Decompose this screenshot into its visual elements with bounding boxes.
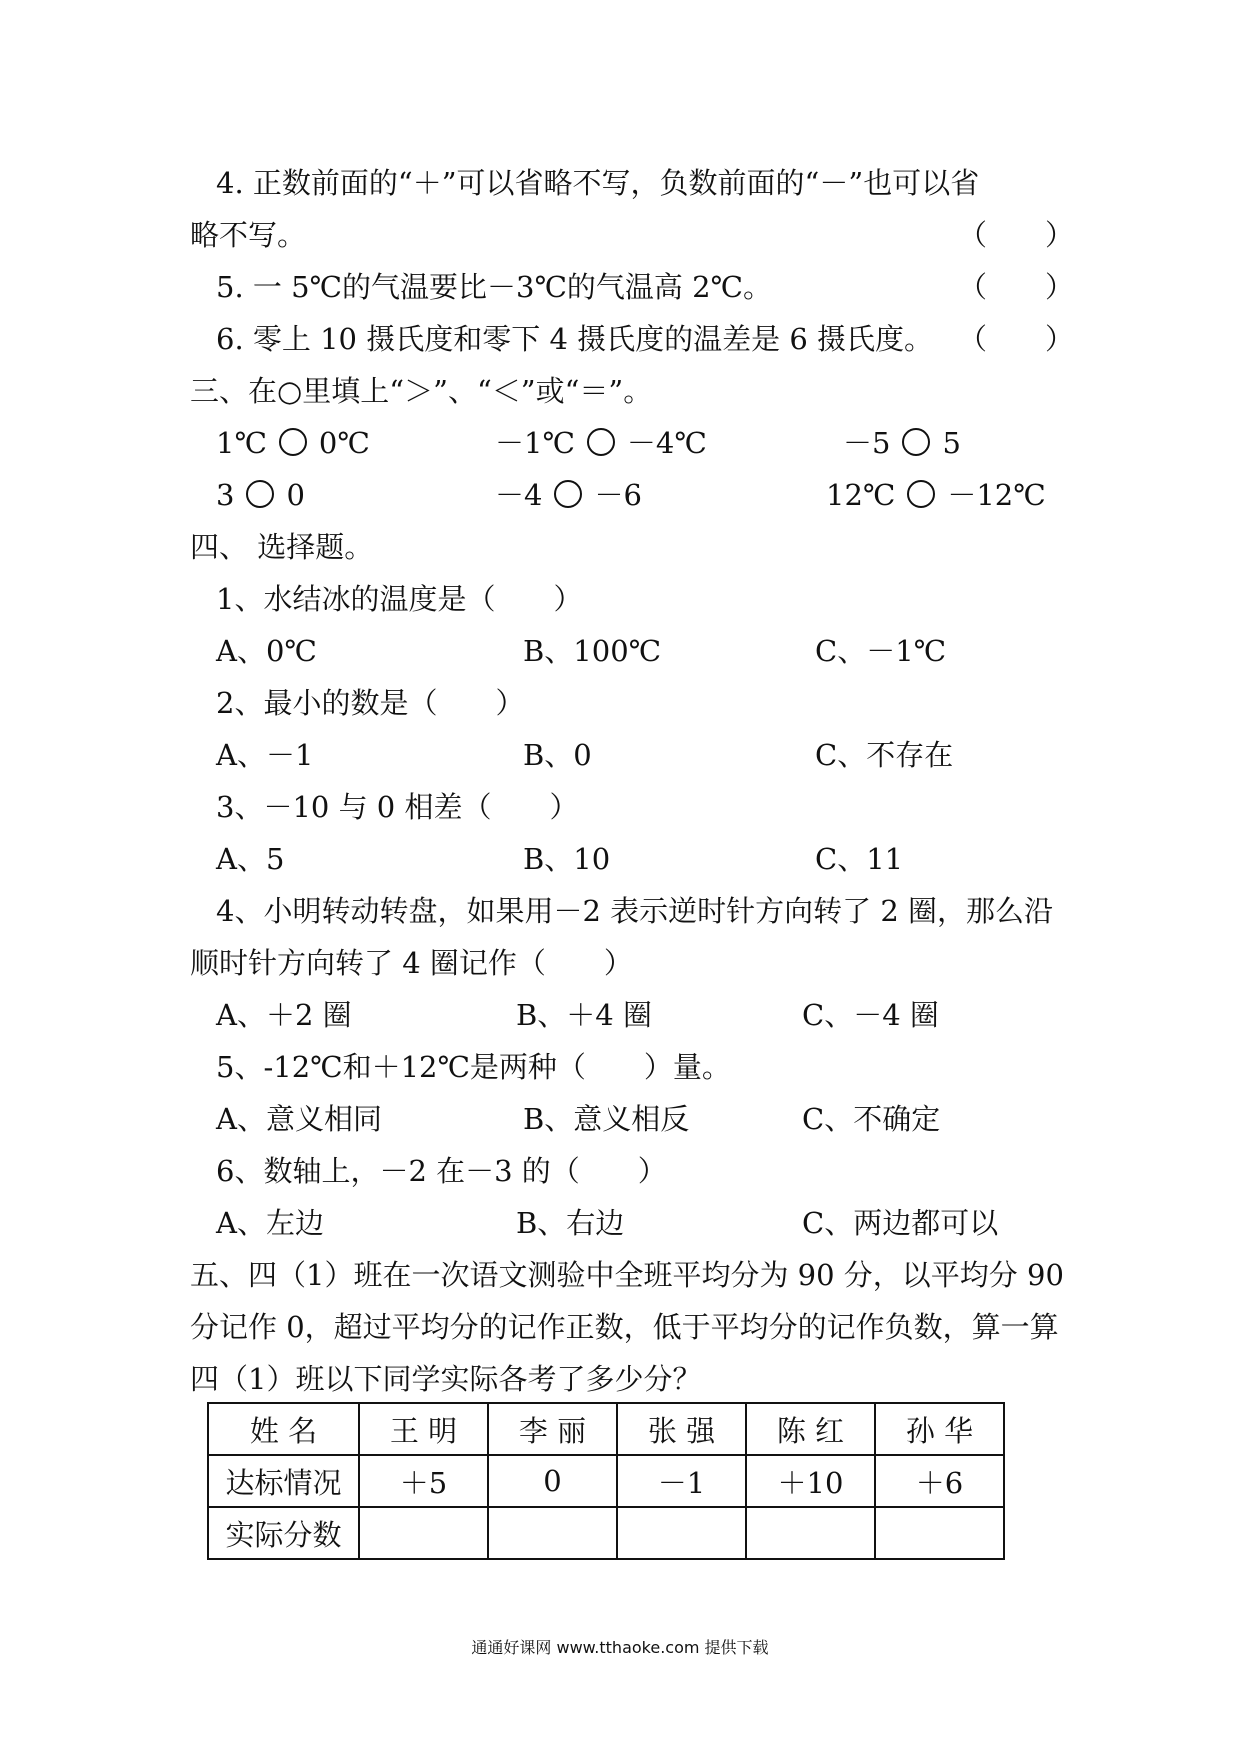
table-header-cell: 李 丽 [488,1403,617,1455]
compare-item: －1℃ －4℃ [495,426,707,460]
mc-option-c[interactable]: C、不存在 [815,738,954,772]
table-cell: －1 [617,1455,746,1507]
compare-item: －5 5 [843,426,961,460]
mc-option-c[interactable]: C、11 [815,842,904,876]
tf-question-5: 5. 一 5℃的气温要比－3℃的气温高 2℃。 [216,270,772,304]
mc-option-c[interactable]: C、－1℃ [815,634,947,668]
section5-line1: 五、四（1）班在一次语文测验中全班平均分为 90 分，以平均分 90 [190,1258,1064,1292]
table-header-cell: 张 强 [617,1403,746,1455]
mc-option-b[interactable]: B、100℃ [523,634,662,668]
table-header-cell: 姓 名 [208,1403,359,1455]
section5-line3: 四（1）班以下同学实际各考了多少分？ [190,1362,702,1396]
mc-question-1: 1、水结冰的温度是（ ） [216,582,583,616]
mc-option-a[interactable]: A、意义相同 [216,1102,382,1136]
answer-cell[interactable] [488,1507,617,1559]
mc-option-a[interactable]: A、5 [216,842,285,876]
mc-question-3: 3、－10 与 0 相差（ ） [216,790,579,824]
answer-cell[interactable] [617,1507,746,1559]
table-cell: ＋6 [875,1455,1004,1507]
answer-paren-5[interactable]: （ ） [958,270,1075,304]
mc-option-c[interactable]: C、两边都可以 [802,1206,999,1240]
compare-item: －4 －6 [495,478,642,512]
mc-option-a[interactable]: A、左边 [216,1206,324,1240]
section3-title: 三、在○里填上“＞”、“＜”或“＝”。 [190,374,653,408]
table-row [208,1403,1004,1455]
tf-question-4-line2: 略不写。 [190,218,307,252]
section5-line2: 分记作 0，超过平均分的记作正数，低于平均分的记作负数，算一算 [190,1310,1059,1344]
table-header-cell: 孙 华 [875,1403,1004,1455]
table-cell: 达标情况 [208,1455,359,1507]
table-row [208,1455,1004,1507]
tf-question-4-line1: 4. 正数前面的“＋”可以省略不写，负数前面的“－”也可以省 [216,166,980,200]
mc-option-c[interactable]: C、不确定 [802,1102,941,1136]
answer-cell[interactable] [746,1507,875,1559]
compare-item: 1℃ 0℃ [216,426,370,460]
tf-question-6: 6. 零上 10 摄氏度和零下 4 摄氏度的温差是 6 摄氏度。 [216,322,934,356]
table-row [208,1507,1004,1559]
mc-question-6: 6、数轴上，－2 在－3 的（ ） [216,1154,667,1188]
compare-circle[interactable] [587,428,615,456]
compare-item: 3 0 [216,478,305,512]
answer-cell[interactable] [875,1507,1004,1559]
mc-option-b[interactable]: B、0 [523,738,592,772]
table-cell: ＋5 [359,1455,488,1507]
compare-circle[interactable] [554,480,582,508]
table-cell: ＋10 [746,1455,875,1507]
mc-option-b[interactable]: B、右边 [516,1206,625,1240]
table-cell: 实际分数 [208,1507,359,1559]
compare-circle[interactable] [246,480,274,508]
section4-title: 四、 选择题。 [190,530,374,564]
mc-option-c[interactable]: C、－4 圈 [802,998,939,1032]
mc-question-5: 5、-12℃和＋12℃是两种（ ）量。 [216,1050,731,1084]
table-cell: 0 [488,1455,617,1507]
mc-question-4-line2: 顺时针方向转了 4 圈记作（ ） [190,946,633,980]
table-header-cell: 王 明 [359,1403,488,1455]
compare-circle[interactable] [902,428,930,456]
footer-source: 通通好课网 www.tthaoke.com 提供下载 [471,1638,769,1657]
compare-circle[interactable] [279,428,307,456]
mc-question-2: 2、最小的数是（ ） [216,686,525,720]
compare-circle[interactable] [907,480,935,508]
answer-paren-6[interactable]: （ ） [958,322,1075,356]
mc-option-b[interactable]: B、10 [523,842,611,876]
mc-option-b[interactable]: B、意义相反 [523,1102,690,1136]
mc-option-a[interactable]: A、＋2 圈 [216,998,352,1032]
answer-paren-4[interactable]: （ ） [958,218,1075,252]
mc-option-b[interactable]: B、＋4 圈 [516,998,652,1032]
compare-item: 12℃ －12℃ [826,478,1046,512]
answer-cell[interactable] [359,1507,488,1559]
table-header-cell: 陈 红 [746,1403,875,1455]
mc-question-4-line1: 4、小明转动转盘，如果用－2 表示逆时针方向转了 2 圈，那么沿 [216,894,1054,928]
mc-option-a[interactable]: A、0℃ [216,634,317,668]
score-table [207,1402,1005,1560]
mc-option-a[interactable]: A、－1 [216,738,314,772]
